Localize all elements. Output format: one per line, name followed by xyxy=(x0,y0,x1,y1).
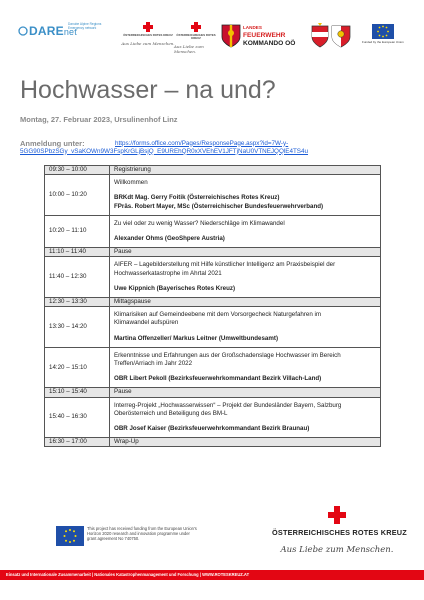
agenda-topic: Pause xyxy=(114,248,132,256)
agenda-topic: Treffen/Arriach im Jahr 2022 xyxy=(114,360,193,368)
feuerwehr-line-2: FEUERWEHR xyxy=(243,32,286,39)
feuerwehr-shields-logo xyxy=(310,22,352,50)
agenda-item xyxy=(110,298,381,307)
agenda-row xyxy=(45,307,381,348)
agenda-item xyxy=(110,307,381,348)
footer-bar: Einsatz und Internationale Zusammenarbeit | Nationales Katastrophenmanagement und Forschung | WWW.ROTESKREUZ.AT xyxy=(0,570,424,580)
agenda-topic: Klimarisiken auf Gemeindeebene mit dem Vorsorgecheck Naturgefahren im xyxy=(114,311,322,319)
agenda-item xyxy=(110,175,381,216)
eu-funding-notice xyxy=(56,526,197,546)
agenda-topic: AIFER – Lagebilderstellung mit Hilfe künstlicher Intelligenz am Praxisbeispiel der xyxy=(114,261,336,269)
agenda-row xyxy=(45,166,381,175)
agenda-row xyxy=(45,257,381,298)
agenda-topic: Willkommen xyxy=(114,179,148,187)
agenda-item xyxy=(110,388,381,397)
event-date-location: Montag, 27. Februar 2023, Ursulinenhof Linz xyxy=(20,115,178,124)
footer-logos xyxy=(0,520,424,575)
eu-funding-text: This project has received funding from the European Union's Horizon 2020 research and innovation programme under grant agreement No 740750. xyxy=(87,526,197,541)
dare-net-icon xyxy=(18,26,28,36)
coat-of-arms-icon xyxy=(310,22,352,50)
feuerwehr-line-3: KOMMANDO OÖ xyxy=(243,40,296,47)
agenda-topic: Mittagspause xyxy=(114,298,151,306)
page-title: Hochwasser – na und? xyxy=(20,76,276,104)
agenda-row xyxy=(45,438,381,447)
agenda-table xyxy=(44,165,381,447)
agenda-row xyxy=(45,388,381,397)
registration-label: Anmeldung unter: xyxy=(20,139,85,148)
agenda-item xyxy=(110,248,381,257)
red-cross-logo-2 xyxy=(174,22,218,54)
agenda-time: 11:10 – 11:40 xyxy=(45,248,110,257)
agenda-item xyxy=(110,347,381,388)
agenda-topic: Klimawandel aufspüren xyxy=(114,319,179,327)
feuerwehr-logo xyxy=(221,24,295,48)
red-cross-icon xyxy=(191,22,201,32)
registration-link-line-1[interactable]: https://forms.office.com/Pages/ResponsePage.aspx?id=7W-y- xyxy=(115,139,289,147)
dare-net-subtitle: Danube Alpine Regions Emergency network xyxy=(68,22,102,30)
red-cross-slogan-2: Aus Liebe zum Menschen. xyxy=(174,44,204,55)
oerk-slogan: Aus Liebe zum Menschen. xyxy=(280,545,394,555)
agenda-topic: Oberösterreich und Beteiligung des BM-L xyxy=(114,409,228,417)
agenda-topic: Registrierung xyxy=(114,166,151,173)
red-cross-icon xyxy=(143,22,153,32)
eu-flag-icon xyxy=(372,24,394,39)
agenda-time: 14:20 – 15:10 xyxy=(45,347,110,388)
eu-flag-icon xyxy=(56,526,84,546)
agenda-time: 12:30 – 13:30 xyxy=(45,298,110,307)
agenda-topic: Zu viel oder zu wenig Wasser? Niederschläge im Klimawandel xyxy=(114,219,285,227)
red-cross-logo-1 xyxy=(120,22,176,46)
agenda-topic: Interreg-Projekt „Hochwasserwissen“ – Projekt der Bundesländer Bayern, Salzburg xyxy=(114,401,342,409)
agenda-speaker: Uwe Kippnich (Bayerisches Rotes Kreuz) xyxy=(114,284,236,292)
dare-net-logo xyxy=(18,22,102,38)
agenda-time: 10:20 – 11:10 xyxy=(45,215,110,247)
red-cross-icon xyxy=(328,506,346,524)
agenda-row xyxy=(45,248,381,257)
feuerwehr-line-1: LANDES xyxy=(243,25,262,30)
red-cross-slogan-1: Aus Liebe zum Menschen. xyxy=(121,41,175,47)
eu-caption: Funded by the European Union xyxy=(362,40,404,44)
agenda-row xyxy=(45,298,381,307)
agenda-item xyxy=(110,397,381,438)
agenda-row xyxy=(45,347,381,388)
oerk-name: ÖSTERREICHISCHES ROTES KREUZ xyxy=(272,528,407,537)
agenda-row xyxy=(45,397,381,438)
agenda-speaker: FPräs. Robert Mayer, MSc (Österreichischer Bundesfeuerwehrverband) xyxy=(114,202,324,210)
agenda-item xyxy=(110,166,381,175)
agenda-speaker: Martina Offenzeller/ Markus Leitner (Umweltbundesamt) xyxy=(114,334,278,342)
agenda-speaker: Alexander Ohms (GeoShpere Austria) xyxy=(114,235,225,243)
dare-net-wordmark: DAREnet xyxy=(29,24,77,38)
agenda-time: 13:30 – 14:20 xyxy=(45,307,110,348)
agenda-topic: Hochwasserkatastrophe im Ahrtal 2021 xyxy=(114,269,222,277)
agenda-speaker: OBR Josef Kaiser (Bezirksfeuerwehrkommandant Bezirk Braunau) xyxy=(114,425,310,433)
agenda-time: 11:40 – 12:30 xyxy=(45,257,110,298)
coat-of-arms-icon xyxy=(221,24,241,48)
agenda-time: 15:40 – 16:30 xyxy=(45,397,110,438)
registration-link-line-2[interactable]: 5GG90SPbzSGy_vSaKOWn9W3FspKrGLjBsjQ_E9UREhQR0xXVEhEV1JFTjNaU0VTNEJQQlE4TS4u xyxy=(20,147,309,155)
red-cross-name-2: ÖSTERREICHISCHES ROTES KREUZ xyxy=(176,33,216,41)
header-logos xyxy=(18,22,410,55)
oerk-footer-logo xyxy=(272,506,407,555)
agenda-time: 10:00 – 10:20 xyxy=(45,175,110,216)
agenda-row xyxy=(45,175,381,216)
agenda-topic: Pause xyxy=(114,388,132,396)
agenda-topic: Wrap-Up xyxy=(114,438,139,446)
eu-logo xyxy=(362,24,404,44)
agenda-time: 09:30 – 10:00 xyxy=(45,166,110,175)
agenda-time: 15:10 – 15:40 xyxy=(45,388,110,397)
agenda-item xyxy=(110,215,381,247)
red-cross-name-1: ÖSTERREICHISCHES ROTES KREUZ xyxy=(123,33,173,37)
agenda-item xyxy=(110,257,381,298)
agenda-time: 16:30 – 17:00 xyxy=(45,438,110,447)
agenda-row xyxy=(45,215,381,247)
agenda-topic: Erkenntnisse und Erfahrungen aus der Großschadenslage Hochwasser im Bereich xyxy=(114,351,341,359)
agenda-item xyxy=(110,438,381,447)
agenda-speaker: OBR Libert Pekoll (Bezirksfeuerwehrkommandant Bezirk Villach-Land) xyxy=(114,375,322,383)
agenda-speaker: BRKdt Mag. Gerry Foitik (Österreichisches Rotes Kreuz) xyxy=(114,194,280,202)
